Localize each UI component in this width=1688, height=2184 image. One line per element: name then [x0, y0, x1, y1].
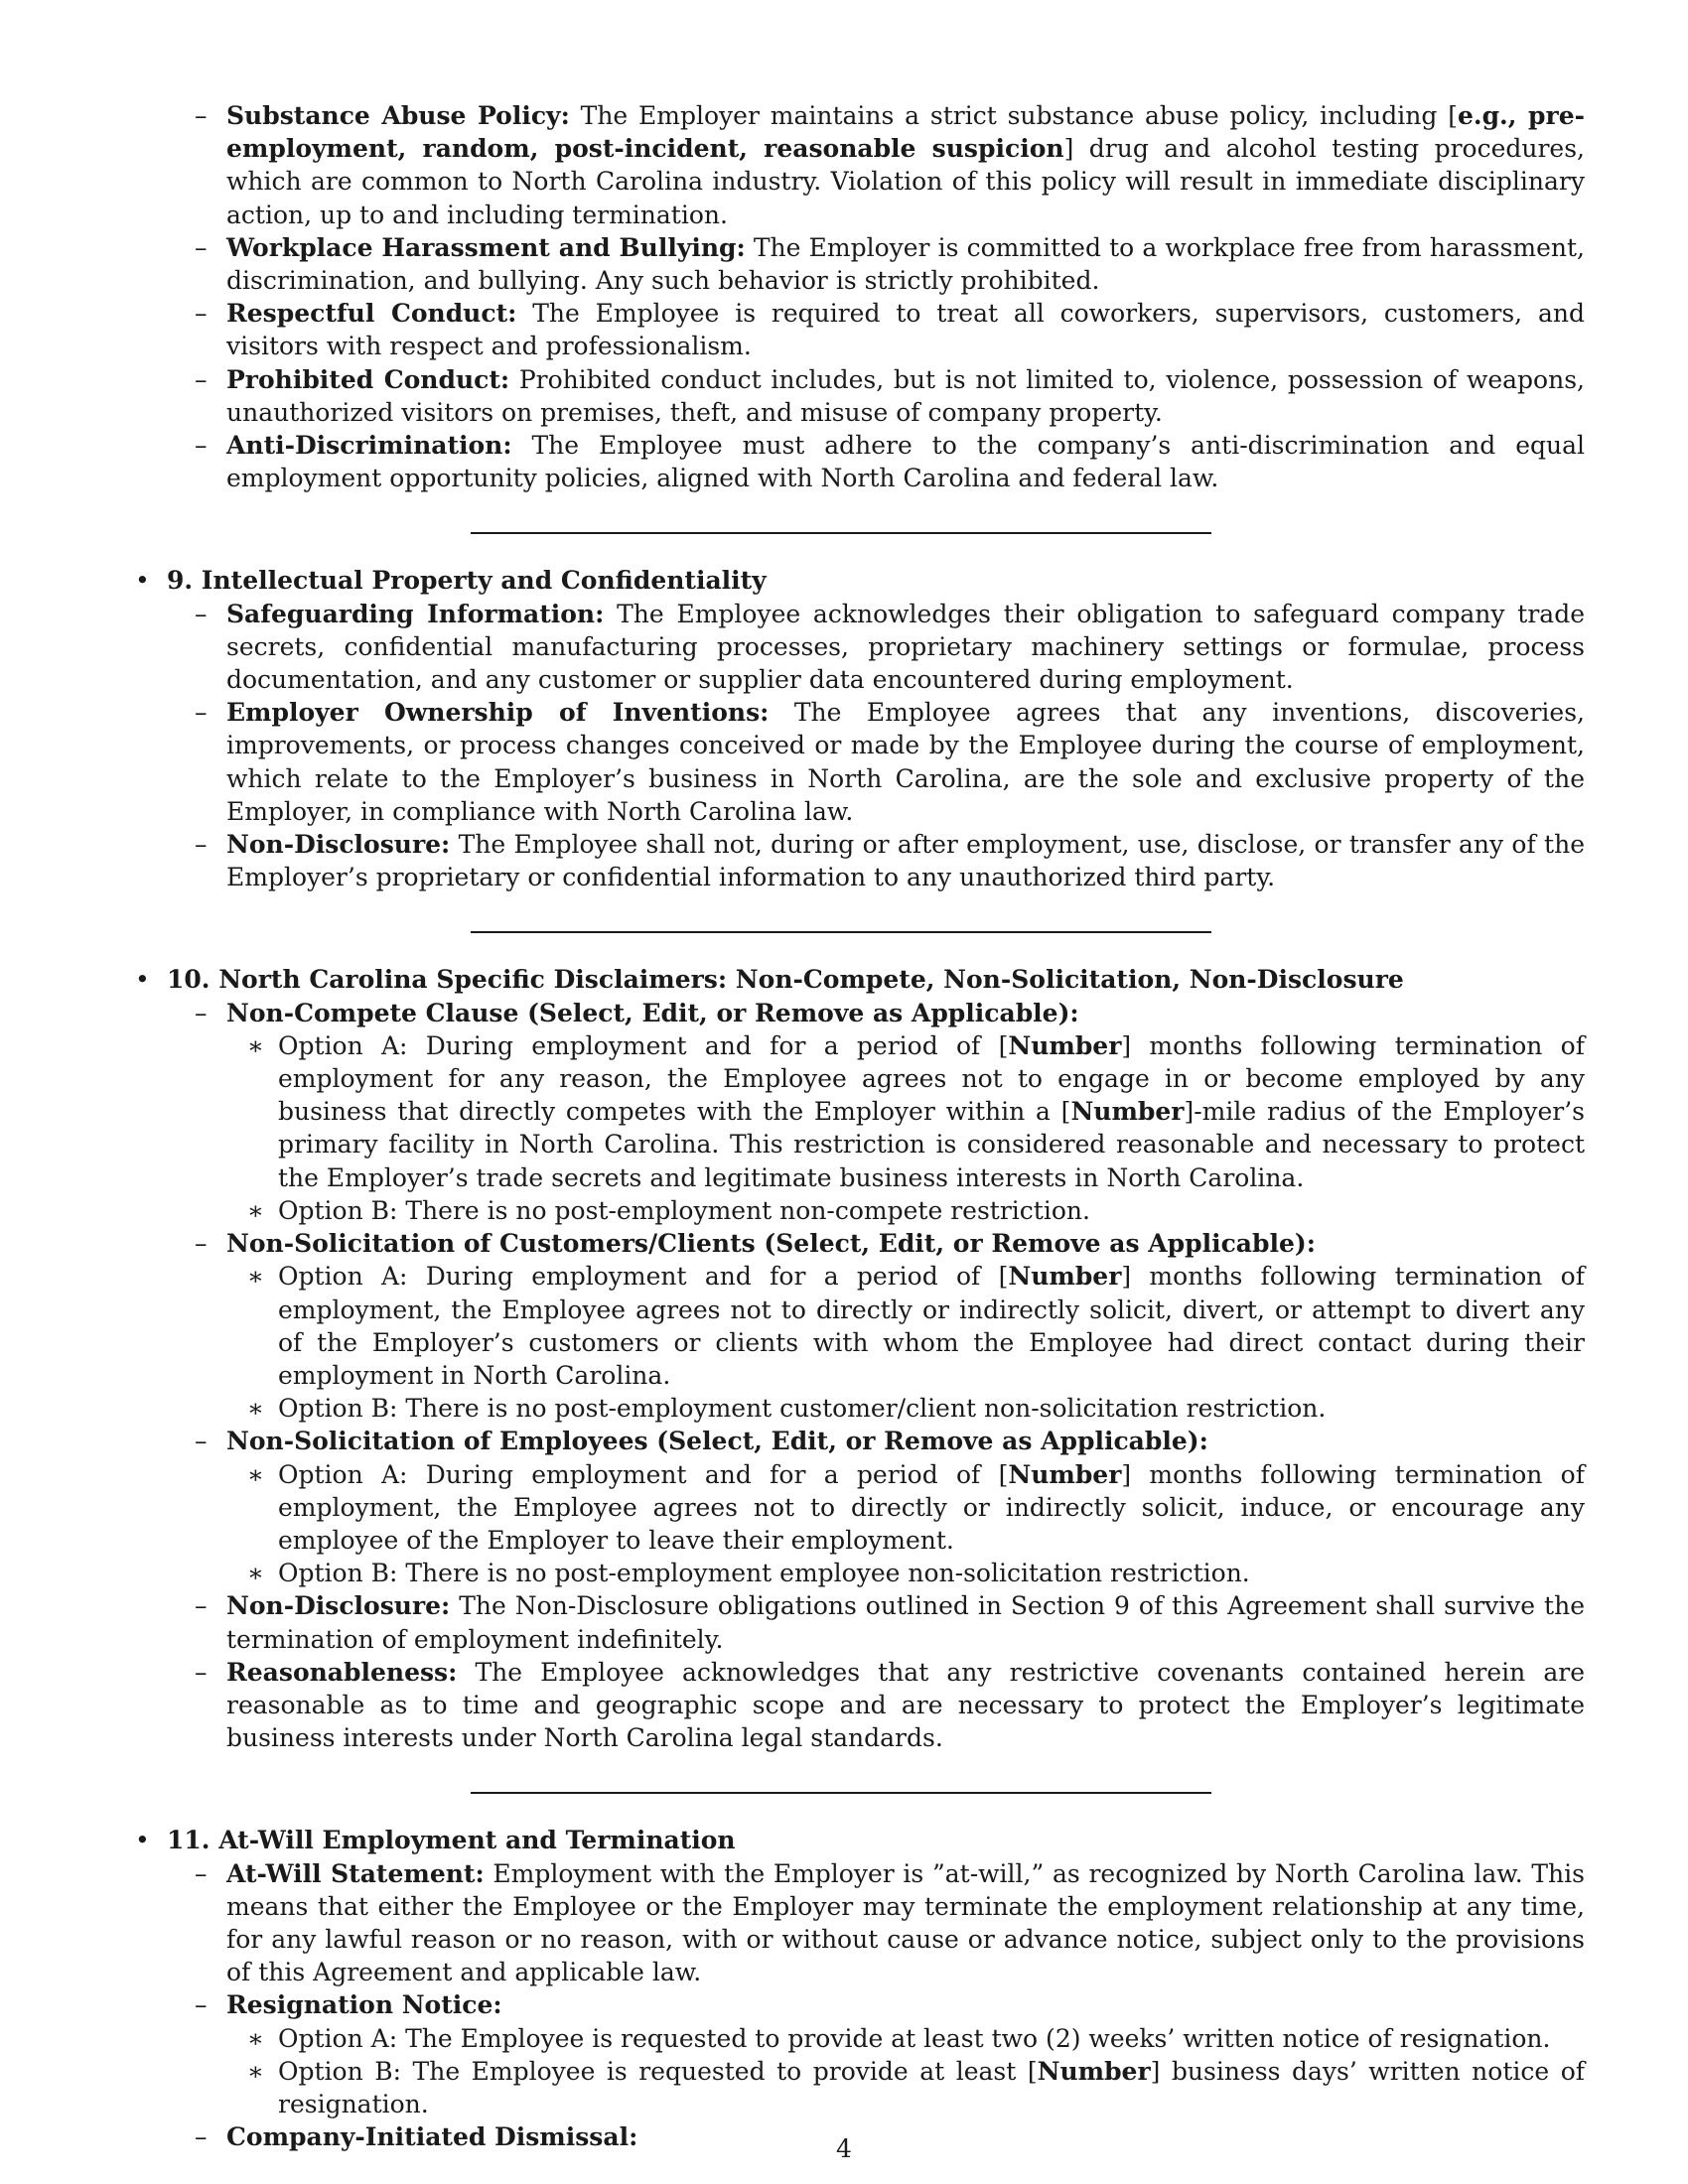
item-text: ] drug and alcohol testing procedures, which are common to North Carolina industry. Violation of this policy will result in immediate disciplinary action, up to and including termination.: [226, 134, 1586, 229]
item-text: The Non-Disclosure obligations outlined in Section 9 of this Agreement shall survive the termination of employment indefinitely.: [226, 1591, 1585, 1654]
dash-marker: –: [195, 1591, 208, 1621]
section-heading-text: 10. North Carolina Specific Disclaimers: Non-Compete, Non-Solicitation, Non-Disclosure: [167, 965, 1404, 995]
option-b: [135, 2055, 1585, 2120]
item-text: The Employee must adhere to the company’s anti-discrimination and equal employment opportunity policies, aligned with North Carolina and federal law.: [226, 431, 1585, 493]
star-marker: ∗: [247, 2056, 264, 2086]
dash-marker: –: [195, 830, 208, 860]
star-marker: ∗: [247, 1262, 264, 1292]
option-text: Option B: There is no post-employment customer/client non-solicitation restriction.: [278, 1394, 1327, 1424]
item-label: Company-Initiated Dismissal:: [226, 2122, 638, 2152]
section-heading: [135, 963, 1585, 996]
item-respectful-conduct: [135, 297, 1585, 362]
option-b: [135, 1392, 1585, 1425]
page-number: 4: [836, 2134, 852, 2163]
item-non-solicitation-employees: [135, 1425, 1585, 1457]
item-prohibited-conduct: [135, 363, 1585, 429]
item-label: Non-Compete Clause (Select, Edit, or Remove as Applicable):: [226, 998, 1079, 1027]
item-label: Non-Disclosure:: [226, 1591, 451, 1621]
dash-marker: –: [195, 1229, 208, 1259]
bullet-marker: •: [135, 1826, 150, 1855]
dash-marker: –: [195, 101, 208, 130]
item-safeguarding-information: [135, 598, 1585, 697]
item-label: Employer Ownership of Inventions:: [226, 698, 770, 728]
dash-marker: –: [195, 431, 208, 461]
item-non-disclosure: [135, 828, 1585, 893]
option-a: [135, 2022, 1585, 2055]
item-at-will-statement: [135, 1857, 1585, 1989]
option-text: Option A: During employment and for a period of [: [278, 1030, 1009, 1060]
number-placeholder: Number: [1008, 1459, 1122, 1489]
section-8-items: [135, 99, 1585, 494]
option-text: ] months following termination of employment, the Employee agrees not to directly or indirectly solicit, divert, or attempt to divert any of the Employer’s customers or clients with whom the Employee had direct contact during their employment in North Carolina.: [278, 1262, 1585, 1390]
section-divider: [471, 931, 1211, 933]
item-anti-discrimination: [135, 429, 1585, 494]
item-text: Prohibited conduct includes, but is not limited to, violence, possession of weapons, unauthorized visitors on premises, theft, and misuse of company property.: [226, 364, 1585, 427]
section-heading: [135, 564, 1585, 597]
bullet-marker: •: [135, 566, 150, 596]
item-label: Safeguarding Information:: [226, 599, 605, 628]
item-label: Respectful Conduct:: [226, 299, 517, 329]
section-9: [135, 564, 1585, 893]
dash-marker: –: [195, 1858, 208, 1888]
item-label: Non-Solicitation of Employees (Select, Edit, or Remove as Applicable):: [226, 1427, 1208, 1456]
option-b: [135, 1194, 1585, 1227]
option-text: ]-mile radius of the Employer’s primary facility in North Carolina. This restriction is considered reasonable and necessary to protect the Employer’s trade secrets and legitimate business interests in North Carolina.: [278, 1097, 1585, 1192]
section-10: [135, 963, 1585, 1754]
item-label: Anti-Discrimination:: [226, 431, 512, 461]
number-placeholder: Number: [1008, 1262, 1122, 1292]
section-heading-text: 9. Intellectual Property and Confidentiality: [167, 566, 767, 596]
option-text: Option A: The Employee is requested to provide at least two (2) weeks’ written notice of resignation.: [278, 2023, 1551, 2053]
dash-marker: –: [195, 1657, 208, 1687]
item-label: Non-Solicitation of Customers/Clients (Select, Edit, or Remove as Applicable):: [226, 1229, 1316, 1259]
number-placeholder: Number: [1008, 1030, 1122, 1060]
item-label: Workplace Harassment and Bullying:: [226, 232, 746, 262]
item-substance-abuse-policy: [135, 99, 1585, 231]
item-text: The Employee shall not, during or after employment, use, disclose, or transfer any of the Employer’s proprietary or confidential information to any unauthorized third party.: [226, 830, 1585, 892]
item-label: Prohibited Conduct:: [226, 364, 510, 394]
item-text: The Employee acknowledges that any restrictive covenants contained herein are reasonable as to time and geographic scope and are necessary to protect the Employer’s legitimate business interests under North Carolina legal standards.: [226, 1657, 1585, 1753]
item-text: The Employer maintains a strict substance abuse policy, including [: [569, 101, 1458, 130]
option-a: [135, 1260, 1585, 1392]
item-text: The Employer is committed to a workplace free from harassment, discrimination, and bullying. Any such behavior is strictly prohibited.: [226, 232, 1586, 296]
option-a: [135, 1029, 1585, 1194]
number-placeholder: Number: [1037, 2056, 1151, 2086]
item-text: The Employee agrees that any inventions, discoveries, improvements, or process changes conceived or made by the Employee during the course of employment, which relate to the Employer’s business in North Carolina, are the sole and exclusive property of the Employer, in compliance with North Carolina law.: [226, 698, 1586, 826]
item-non-compete: [135, 997, 1585, 1029]
document-body: [135, 99, 1585, 2153]
item-label: Reasonableness:: [226, 1657, 458, 1687]
dash-marker: –: [195, 364, 208, 394]
option-text: Option A: During employment and for a period of [: [278, 1262, 1009, 1292]
section-11: [135, 1824, 1585, 2153]
placeholder-testing-types: e.g., pre-employment, random, post-incident, reasonable suspicion: [226, 101, 1585, 164]
section-heading-text: 11. At-Will Employment and Termination: [167, 1826, 736, 1855]
item-label: Substance Abuse Policy:: [226, 101, 570, 130]
bullet-marker: •: [135, 965, 150, 995]
item-non-solicitation-customers: [135, 1227, 1585, 1260]
item-label: Non-Disclosure:: [226, 830, 451, 860]
star-marker: ∗: [247, 1559, 264, 1588]
item-text: Employment with the Employer is ”at-will,” as recognized by North Carolina law. This means that either the Employee or the Employer may terminate the employment relationship at any time, for any lawful reason or no reason, with or without cause or advance notice, subject only to the provisions of this Agreement and applicable law.: [226, 1858, 1585, 1987]
star-marker: ∗: [247, 1030, 264, 1060]
option-text: Option B: There is no post-employment non-compete restriction.: [278, 1195, 1090, 1225]
option-text: ] months following termination of employment for any reason, the Employee agrees not to engage in or become employed by any business that directly competes with the Employer within a [: [278, 1030, 1585, 1127]
star-marker: ∗: [247, 1195, 264, 1225]
star-marker: ∗: [247, 1394, 264, 1424]
section-divider: [471, 532, 1211, 534]
star-marker: ∗: [247, 1459, 264, 1489]
option-text: Option A: During employment and for a period of [: [278, 1459, 1009, 1489]
section-heading: [135, 1824, 1585, 1856]
option-text: Option B: The Employee is requested to provide at least [: [278, 2056, 1038, 2086]
item-reasonableness: [135, 1656, 1585, 1755]
item-resignation-notice: [135, 1988, 1585, 2021]
item-employer-ownership: [135, 696, 1585, 828]
dash-marker: –: [195, 599, 208, 628]
number-placeholder: Number: [1070, 1097, 1185, 1127]
option-b: [135, 1557, 1585, 1589]
dash-marker: –: [195, 1427, 208, 1456]
dash-marker: –: [195, 232, 208, 262]
item-non-disclosure: [135, 1589, 1585, 1655]
item-workplace-harassment: [135, 231, 1585, 297]
item-label: At-Will Statement:: [226, 1858, 485, 1888]
item-label: Resignation Notice:: [226, 1990, 502, 2020]
option-text: ] business days’ written notice of resignation.: [278, 2056, 1585, 2118]
option-a: [135, 1458, 1585, 1558]
option-text: Option B: There is no post-employment employee non-solicitation restriction.: [278, 1559, 1250, 1588]
option-text: ] months following termination of employment, the Employee agrees not to directly or indirectly solicit, induce, or encourage any employee of the Employer to leave their employment.: [278, 1459, 1585, 1555]
star-marker: ∗: [247, 2023, 264, 2053]
section-divider: [471, 1792, 1211, 1794]
dash-marker: –: [195, 1990, 208, 2020]
item-text: The Employee is required to treat all coworkers, supervisors, customers, and visitors with respect and professionalism.: [226, 299, 1585, 361]
dash-marker: –: [195, 698, 208, 728]
dash-marker: –: [195, 299, 208, 329]
dash-marker: –: [195, 2122, 208, 2152]
dash-marker: –: [195, 998, 208, 1027]
item-text: The Employee acknowledges their obligation to safeguard company trade secrets, confidential manufacturing processes, proprietary machinery settings or formulae, process documentation, and any customer or supplier data encountered during employment.: [226, 599, 1585, 695]
